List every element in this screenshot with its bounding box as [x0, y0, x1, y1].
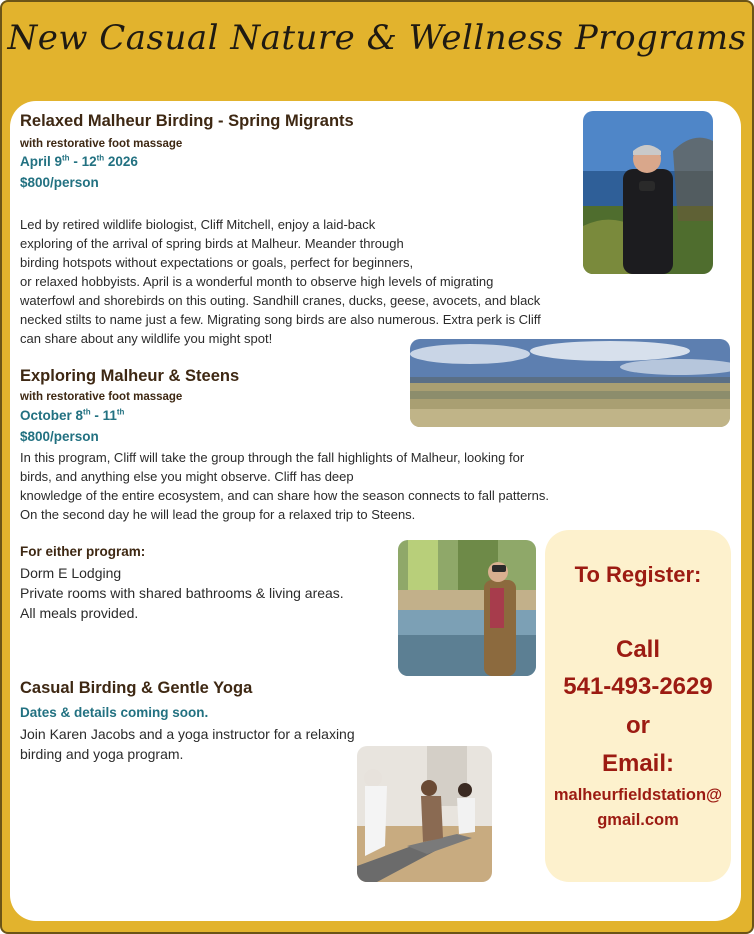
program-1-subtitle: with restorative foot massage: [20, 138, 183, 150]
program-2-subtitle: with restorative foot massage: [20, 391, 183, 403]
marsh-landscape-photo: [410, 339, 730, 427]
program-1-title: Relaxed Malheur Birding - Spring Migrants: [20, 112, 354, 130]
program-2-title: Exploring Malheur & Steens: [20, 367, 240, 385]
register-heading: To Register:: [574, 562, 702, 587]
program-1-description: Led by retired wildlife biologist, Cliff Mitchell, enjoy a laid-back exploring of the arrival of spring birds at Malheur. Meander through birding hotspots without expectations or goals, perfect for beginners, or relaxed hobbyists. April is a wonderful month to observe high levels of migrating waterfowl and shorebirds on this outing. Sandhill cranes, ducks, geese, avocets, and black necked stilts to name just a few. Migrating song birds are also numerous. Extra perk is Cliff can share about any wildlife you might spot!: [20, 217, 541, 346]
register-phone[interactable]: 541-493-2629: [563, 673, 713, 700]
program-3-title: Casual Birding & Gentle Yoga: [20, 679, 253, 697]
program-2-price: $800/person: [20, 429, 99, 444]
program-2-dates: October 8th - 11th: [20, 407, 125, 423]
register-call-label: Call: [615, 636, 660, 663]
program-3-dates: Dates & details coming soon.: [20, 705, 209, 720]
register-email-line2[interactable]: gmail.com: [597, 811, 679, 829]
birder-man-photo: [583, 111, 713, 274]
register-email-line1[interactable]: malheurfieldstation@: [553, 786, 723, 804]
page-title: New Casual Nature & Wellness Programs: [7, 18, 747, 58]
register-email-label: Email:: [601, 750, 675, 777]
program-1-price: $800/person: [20, 175, 99, 190]
either-program-heading: For either program:: [20, 544, 146, 559]
yoga-class-photo: [357, 746, 492, 882]
register-box: [545, 530, 731, 882]
birder-woman-photo: [398, 540, 536, 676]
program-1-dates: April 9th - 12th 2026: [20, 153, 138, 169]
either-program-details: Dorm E Lodging Private rooms with shared bathrooms & living areas. All meals provided.: [20, 565, 344, 621]
program-2-description: In this program, Cliff will take the group through the fall highlights of Malheur, looking for birds, and anything else you might observe. Cliff has deep knowledge of the entire ecosystem, and can share how the season connects to fall patterns. On the second day he will lead the group for a relaxed trip to Steens.: [20, 450, 549, 522]
program-3-description: Join Karen Jacobs and a yoga instructor for a relaxing birding and yoga program.: [20, 726, 355, 762]
register-or: or: [626, 712, 650, 739]
